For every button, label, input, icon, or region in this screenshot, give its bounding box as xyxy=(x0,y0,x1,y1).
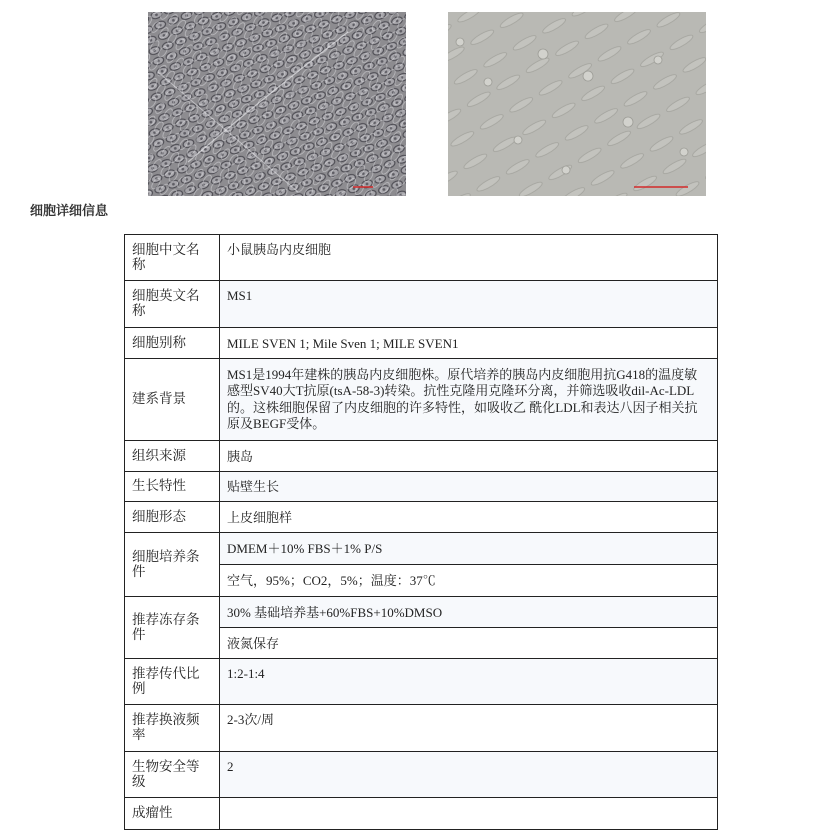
row-label: 建系背景 xyxy=(125,359,220,441)
table-row xyxy=(125,281,718,328)
cell-info-table xyxy=(124,234,718,830)
section-title: 细胞详细信息 xyxy=(30,204,109,219)
table-row xyxy=(125,705,718,752)
table-row xyxy=(125,798,718,830)
row-value: 2-3次/周 xyxy=(220,705,718,752)
row-value xyxy=(220,798,718,830)
table-row xyxy=(125,659,718,705)
row-value: 胰岛 xyxy=(220,441,718,472)
table-row xyxy=(125,328,718,359)
cell-image-right xyxy=(448,12,706,196)
row-value: 上皮细胞样 xyxy=(220,502,718,533)
table-row xyxy=(125,441,718,472)
table-row xyxy=(125,359,718,441)
row-label: 生长特性 xyxy=(125,472,220,502)
row-value: 贴壁生长 xyxy=(220,472,718,502)
table-row xyxy=(125,752,718,798)
row-label: 组织来源 xyxy=(125,441,220,472)
row-label: 推荐冻存条件 xyxy=(125,597,220,659)
row-value: 空气，95%；CO2，5%；温度：37℃ xyxy=(220,565,718,597)
row-label: 细胞中文名称 xyxy=(125,235,220,281)
table-row xyxy=(125,235,718,281)
row-label: 细胞别称 xyxy=(125,328,220,359)
row-label: 推荐换液频率 xyxy=(125,705,220,752)
row-label: 生物安全等级 xyxy=(125,752,220,798)
table-row xyxy=(125,533,718,565)
table-row xyxy=(125,472,718,502)
row-value: 30% 基础培养基+60%FBS+10%DMSO xyxy=(220,597,718,628)
table-row xyxy=(125,597,718,628)
row-value: MS1是1994年建株的胰岛内皮细胞株。原代培养的胰岛内皮细胞用抗G418的温度敏感型SV40大T抗原(tsA-58-3)转染。抗性克隆用克隆环分离，并筛选吸收dil-Ac-LDL的。这株细胞保留了内皮细胞的许多特性，如吸收乙 酰化LDL和表达八因子相关抗原及BEGF受体。 xyxy=(220,359,718,441)
row-value: 小鼠胰岛内皮细胞 xyxy=(220,235,718,281)
table-row xyxy=(125,502,718,533)
row-value: 1:2-1:4 xyxy=(220,659,718,705)
row-value: DMEM＋10% FBS＋1% P/S xyxy=(220,533,718,565)
row-label: 推荐传代比例 xyxy=(125,659,220,705)
row-label: 细胞英文名称 xyxy=(125,281,220,328)
row-label: 细胞培养条件 xyxy=(125,533,220,597)
cell-image-left xyxy=(148,12,406,196)
row-value: MS1 xyxy=(220,281,718,328)
row-label: 成瘤性 xyxy=(125,798,220,830)
row-value: MILE SVEN 1; Mile Sven 1; MILE SVEN1 xyxy=(220,328,718,359)
row-value: 液氮保存 xyxy=(220,628,718,659)
row-label: 细胞形态 xyxy=(125,502,220,533)
row-value: 2 xyxy=(220,752,718,798)
